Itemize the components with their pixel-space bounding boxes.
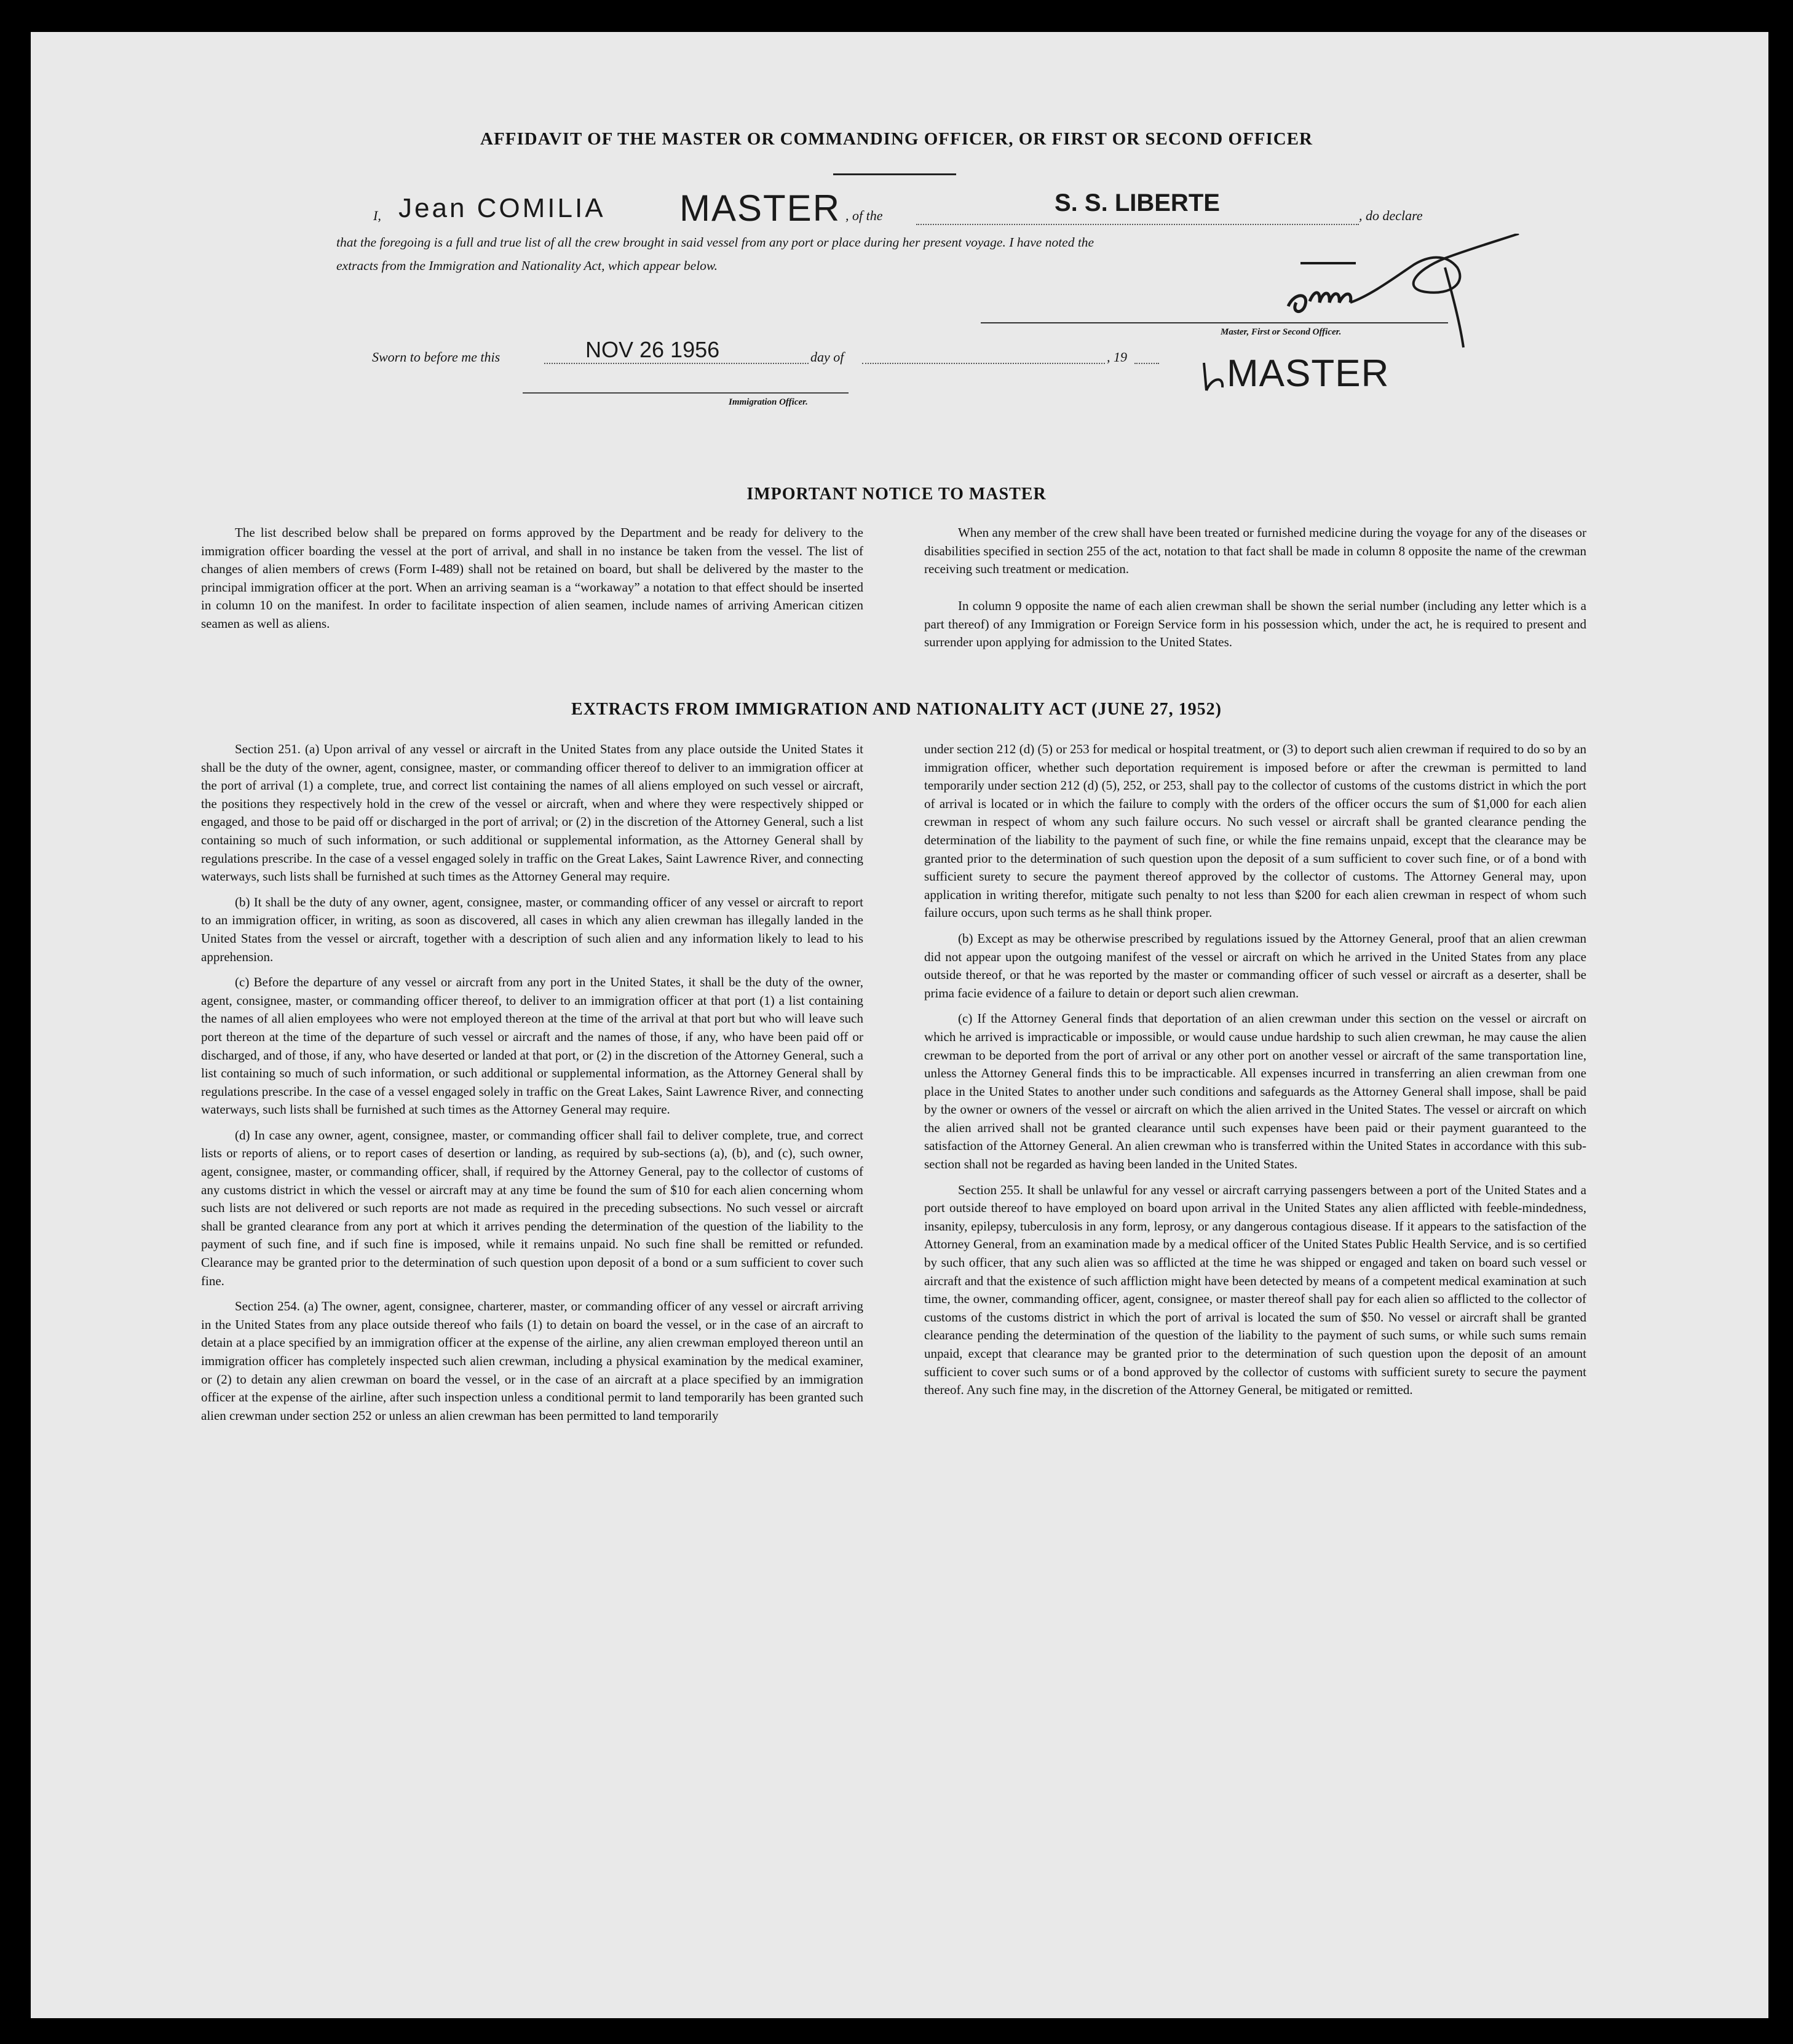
section-254c: (c) If the Attorney General finds that deportation of an alien crewman under this section on the vessel or aircraft on which he arrived is impracticable or impossible, or would cause undue hardship to such alien crewman, he may cause the alien crewman to be deported from the port of arrival or any other port on another vessel or aircraft of the same transportation line, unless the Attorney General finds this to be impracticable. All expenses incurred in transferring an alien crewman from one place in the United States to another under such conditions and safeguards as the Attorney General shall impose, shall be paid by the owner or owners of the vessel or aircraft on which the alien arrived in the United States. The vessel or aircraft on which the alien arrived shall not be granted clearance until such expenses have been paid or their payment guaranteed to the satisfaction of the Attorney General. An alien crewman who is transferred within the United States in accordance with this sub-section shall not be regarded as having been landed in the United States. (924, 1011, 1586, 1172)
section-251a: Section 251. (a) Upon arrival of any vessel or aircraft in the United States from any place outside the United States it shall be the duty of the owner, agent, consignee, master, or commanding officer thereof to deliver to an immigration officer at the port of arrival (1) a complete, true, and correct list containing the names of all aliens employed on such vessel or aircraft, the positions they respectively hold in the crew of the vessel or aircraft, when and where they were respectively shipped or engaged, and those to be paid off or discharged in the port of arrival; or (2) in the discretion of the Attorney General, such a list containing so much of such information, or such additional or supplemental information, as the Attorney General shall by regulations prescribe. In the case of a vessel engaged solely in traffic on the Great Lakes, Saint Lawrence River, and connecting waterways, such lists shall be furnished at such times as the Attorney General may require. (201, 742, 863, 884)
master-name: Jean COMILIA (398, 193, 606, 223)
stamp-initial-mark (1199, 360, 1230, 394)
sworn-date-line (544, 363, 809, 364)
section-254b: (b) Except as may be otherwise prescribed by regulations issued by the Attorney General, proof that an alien crewman did not appear upon the outgoing manifest of the vessel or aircraft on which he arrived in the United States from any place outside thereof, or that he was reported by the master or commanding officer of such vessel or aircraft as a deserter, shall be prima facie evidence of a failure to detain or deport such alien crewman. (924, 930, 1586, 1000)
section-251d: (d) In case any owner, agent, consignee, master, or commanding officer shall fail to deliver complete, true, and correct lists or reports of aliens, or to report cases of desertion or landing, as required by sub-sections (a), (b), and (c), such owner, agent, consignee, master, or commanding officer, shall, if required by the Attorney General, pay to the collector of customs of any customs district in which the vessel or aircraft may at any time be found the sum of $10 for each alien concerning whom such lists are not delivered or such reports are not made as required in the preceding subsections. No such vessel or aircraft shall be granted clearance from any port at which it arrives pending the determination of the question of the liability to the payment of such fine, and if such fine is imposed, while it remains unpaid. No such fine shall be remitted or refunded. Clearance may be granted prior to the determination of such question upon deposit of a bond or a sum sufficient to cover such fine. (201, 1127, 863, 1288)
vessel-name: S. S. LIBERTE (1055, 189, 1220, 216)
day-of-line (862, 363, 1105, 364)
extracts-left-column (201, 740, 863, 1432)
declaration-line-1: that the foregoing is a full and true list of all the crew brought in said vessel from any port or place during her present voyage. I have noted the (336, 235, 1094, 250)
year-label: , 19 (1107, 349, 1127, 365)
of-the-label: , of the (845, 208, 883, 223)
immigration-officer-line (523, 392, 849, 394)
affidavit-title: AFFIDAVIT OF THE MASTER OR COMMANDING OFFICER, OR FIRST OR SECOND OFFICER (480, 129, 1313, 149)
notice-title: IMPORTANT NOTICE TO MASTER (746, 485, 1047, 504)
officer-stamp: MASTER (1227, 352, 1390, 395)
declaration-line-2: extracts from the Immigration and Nationality Act, which appear below. (336, 258, 718, 273)
day-of-label: day of (810, 349, 844, 365)
notice-left-paragraph: The list described below shall be prepared on forms approved by the Department and be ready for delivery to the immigration officer boarding the vessel at the port of arrival, and shall in no instance be taken from the vessel. The list of changes of alien members of crews (Form I-489) shall not be retained on board, but shall be delivered by the master to the principal immigration officer at the port. When an arriving seaman is a “workaway” a notation to that effect should be inserted in column 10 on the manifest. In order to facilitate inspection of alien seamen, include names of arriving American citizen seamen as well as aliens. (201, 525, 863, 631)
sworn-label: Sworn to before me this (372, 349, 501, 365)
sworn-date: NOV 26 1956 (585, 337, 720, 362)
vessel-line (916, 224, 1359, 225)
master-rank: MASTER (679, 188, 841, 229)
section-254a: Section 254. (a) The owner, agent, consignee, charterer, master, or commanding officer of any vessel or aircraft arriving in the United States from any place outside thereof who fails (1) to detain on board the vessel, or in the case of an aircraft to detain at a place specified by an immigration officer at the expense of the airline, any alien crewman employed thereon until an immigration officer has completely inspected such alien crewman, including a physical examination by the medical examiner, or (2) to detain any alien crewman on board the vessel, or in the case of an aircraft at a place specified by an immigration officer at the expense of the airline, after such inspection unless a conditional permit to land temporarily has been granted such alien crewman under section 252 or unless an alien crewman has been permitted to land temporarily (201, 1299, 863, 1423)
year-line (1134, 363, 1159, 364)
section-254a-cont: under section 212 (d) (5) or 253 for medical or hospital treatment, or (3) to deport such alien crewman if required to do so by an immigration officer, whether such deportation requirement is imposed before or after the crewman is permitted to land temporarily under section 212 (d) (5), 252, or 253, shall pay to the collector of customs of the customs district in which the port of arrival is located or in which the failure to comply with the orders of the officer occurs the sum of $1,000 for each alien crewman in respect of whom any such failure occurs. No such vessel or aircraft shall be granted clearance pending the determination of the liability to the payment of such fine, or while the fine remains unpaid, except that the clearance may be granted prior to the determination of such question upon the deposit of a sum sufficient to cover such fine, or of a bond with sufficient surety to secure the payment thereof approved by the collector of customs. The Attorney General may, upon application in writing therefor, mitigate such penalty to not less than $200 for each alien crewman in respect of whom such failure occurs, upon such terms as he shall think proper. (924, 742, 1586, 921)
immigration-officer-caption: Immigration Officer. (729, 397, 808, 407)
section-251b: (b) It shall be the duty of any owner, agent, consignee, master, or commanding officer of any vessel or aircraft to report to an immigration officer, in writing, as soon as discovered, all cases in which any alien crewman has illegally landed in the United States from the vessel or aircraft, together with a description of such alien and any information likely to lead to his apprehension. (201, 894, 863, 964)
section-255: Section 255. It shall be unlawful for any vessel or aircraft carrying passengers between a port of the United States and a port outside thereof to have employed on board upon arrival in the United States any alien afflicted with feeble-mindedness, insanity, epilepsy, tuberculosis in any form, leprosy, or any dangerous contagious disease. If it appears to the satisfaction of the Attorney General, from an examination made by a medical officer of the United States Public Health Service, and is so certified by such officer, that any such alien was so afflicted at the time he was shipped or engaged and taken on board such vessel or aircraft and that the existence of such affliction might have been detected by means of a competent medical examination at such time, the owner, commanding officer, agent, consignee, or master thereof shall pay for each alien so afflicted to the collector of customs of the customs district in which the port of arrival is located the sum of $50. No vessel or aircraft shall be granted clearance pending the determination of the question of the liability to the payment of such sums, or while such sums remain unpaid, except that clearance may be granted prior to the determination of such question upon the deposit of an amount sufficient to cover such sums or of a bond approved by the collector of customs with sufficient surety to secure the payment thereof. Any such fine may, in the discretion of the Attorney General, be mitigated or remitted. (924, 1182, 1586, 1398)
do-declare-label: , do declare (1359, 208, 1423, 223)
section-251c: (c) Before the departure of any vessel or aircraft from any port in the United States, it shall be the duty of the owner, agent, consignee, master, or commanding officer thereof, to deliver to an immigration officer at that port (1) a list containing the names of all alien employees who were not employed thereon at the time of the arrival at that port but who will leave such port thereon at the time of the departure of such vessel or aircraft and the names of those, if any, who have been paid off or discharged, and of those, if any, who have deserted or landed at that port, or (2) in the discretion of the Attorney General, such a list containing so much of such information, or such additional or supplemental information, as the Attorney General shall by regulations prescribe. In the case of a vessel engaged solely in traffic on the Great Lakes, Saint Lawrence River, and connecting waterways, such lists shall be furnished at such times as the Attorney General may require. (201, 975, 863, 1117)
extracts-title: EXTRACTS FROM IMMIGRATION AND NATIONALITY ACT (JUNE 27, 1952) (571, 700, 1222, 719)
title-divider (833, 173, 956, 175)
extracts-right-column (924, 740, 1586, 1407)
officer-signature-line (981, 322, 1448, 323)
i-label: I, (373, 208, 381, 223)
notice-right-paragraph-1: When any member of the crew shall have been treated or furnished medicine during the voyage for any of the diseases or disabilities specified in section 255 of the act, notation to that fact shall be made in column 8 opposite the name of the crewman receiving such treatment or medication. (924, 525, 1586, 576)
notice-right-paragraph-2: In column 9 opposite the name of each alien crewman shall be shown the serial number (including any letter which is a part thereof) of any Immigration or Foreign Service form in his possession which, under the act, he is required to present and surrender upon applying for admission to the United States. (924, 598, 1586, 649)
officer-caption: Master, First or Second Officer. (1221, 327, 1342, 337)
